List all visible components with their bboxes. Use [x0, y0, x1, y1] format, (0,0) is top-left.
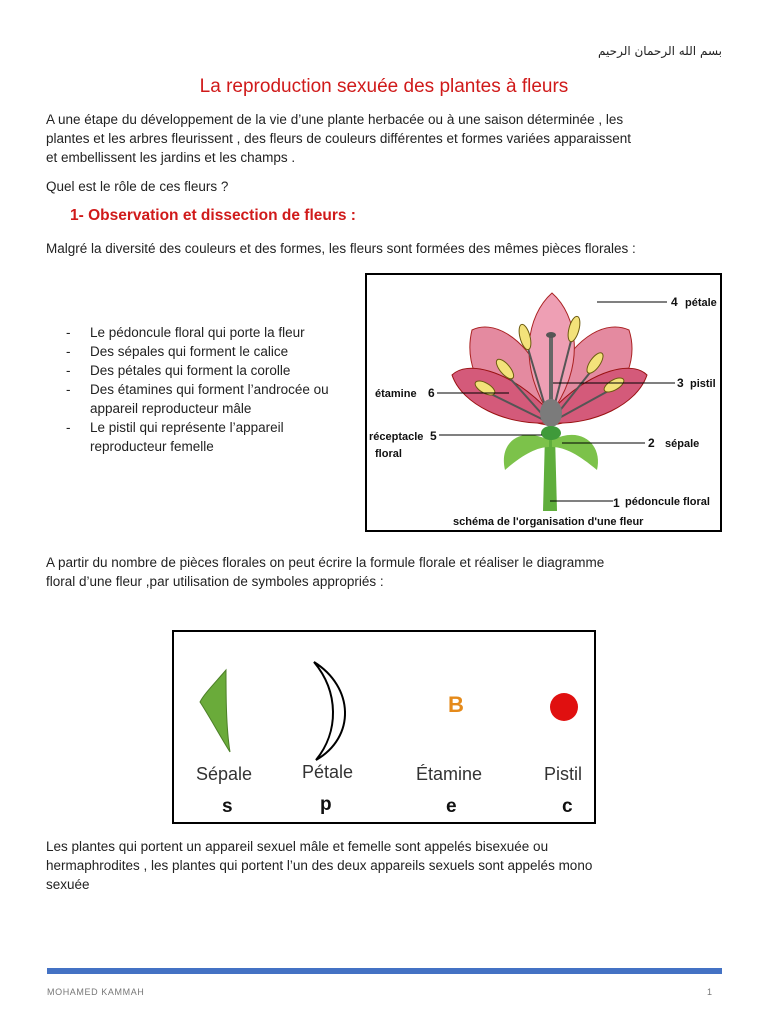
label-sepale-number: 2	[648, 436, 655, 450]
symbol-name-pistil: Pistil	[544, 764, 583, 784]
floral-symbols-figure	[172, 630, 596, 824]
label-sepale: sépale	[665, 438, 700, 450]
label-pedoncule-number: 1	[613, 496, 620, 510]
intro-line: plantes et les arbres fleurissent , des fleurs de couleurs différentes et formes variées apparaissent	[46, 131, 632, 146]
symbol-letter-c: c	[562, 796, 573, 817]
intro-line: A une étape du développement de la vie d’une plante herbacée ou à une saison déterminée , les	[46, 112, 624, 127]
stamen-symbol-icon: B	[448, 692, 464, 717]
label-etamine-number: 6	[428, 386, 435, 400]
label-petale: pétale	[685, 297, 717, 309]
footer-divider	[47, 968, 722, 974]
intro-paragraph	[46, 110, 726, 167]
conclusion-paragraph	[46, 837, 726, 894]
list-item: - Le pédoncule floral qui porte la fleur	[62, 323, 362, 342]
pistil-symbol-icon	[550, 693, 578, 721]
petal-symbol-icon	[314, 662, 345, 760]
symbol-name-etamine: Étamine	[416, 764, 483, 784]
symbol-letter-s: s	[222, 796, 233, 817]
question-text: Quel est le rôle de ces fleurs ?	[46, 179, 229, 194]
page-number: 1	[706, 987, 712, 997]
receptacle-shape	[541, 426, 561, 440]
sepal-right-shape	[552, 435, 598, 470]
sepal-left-shape	[504, 435, 549, 470]
conclusion-line: Les plantes qui portent un appareil sexuel mâle et femelle sont appelés bisexuée ou	[46, 839, 549, 854]
label-pistil: pistil	[690, 378, 716, 390]
page-title: La reproduction sexuée des plantes à fleurs	[199, 76, 569, 97]
flower-illustration	[367, 275, 720, 530]
sepal-symbol-icon	[200, 670, 230, 752]
list-item: - Des pétales qui forment la corolle	[62, 361, 362, 380]
label-receptacle-floral: floral	[375, 448, 402, 460]
conclusion-line: sexuée	[46, 877, 90, 892]
conclusion-line: hermaphrodites , les plantes qui portent l’un des deux appareils sexuels sont appelés mono	[46, 858, 593, 873]
formula-line: floral d’une fleur ,par utilisation de symboles appropriés :	[46, 574, 384, 589]
floral-symbols-illustration	[174, 632, 594, 822]
formula-line: A partir du nombre de pièces florales on peut écrire la formule florale et réaliser le diagramme	[46, 555, 605, 570]
list-item: - Des sépales qui forment le calice	[62, 342, 362, 361]
intro-line: et embellissent les jardins et les champs .	[46, 150, 296, 165]
label-pistil-number: 3	[677, 376, 684, 390]
flower-diagram	[365, 273, 722, 532]
pistil-stigma	[546, 332, 556, 338]
list-item: - Le pistil qui représente l’appareil reproducteur femelle	[62, 418, 362, 456]
symbol-letter-e: e	[446, 796, 457, 817]
label-petale-number: 4	[671, 295, 678, 309]
footer-author: MOHAMED KAMMAH	[47, 987, 145, 997]
symbol-letter-p: p	[320, 794, 332, 815]
section-intro-text: Malgré la diversité des couleurs et des formes, les fleurs sont formées des mêmes pièces florales :	[46, 241, 636, 256]
floral-parts-list	[62, 323, 362, 456]
section-heading: 1- Observation et dissection de fleurs :	[70, 207, 356, 224]
list-item: - Des étamines qui forment l’androcée ou appareil reproducteur mâle	[62, 380, 362, 418]
figure-caption: schéma de l'organisation d'une fleur	[453, 516, 644, 528]
formula-paragraph	[46, 553, 726, 591]
symbol-name-petale: Pétale	[302, 762, 354, 782]
label-receptacle-number: 5	[430, 429, 437, 443]
label-pedoncule: pédoncule floral	[625, 496, 710, 508]
pistil-ovary	[540, 399, 562, 427]
label-receptacle: réceptacle	[369, 431, 424, 443]
label-etamine: étamine	[375, 388, 417, 400]
symbol-name-sepale: Sépale	[196, 764, 253, 784]
basmala-header: بسم الله الرحمان الرحيم	[598, 44, 722, 58]
